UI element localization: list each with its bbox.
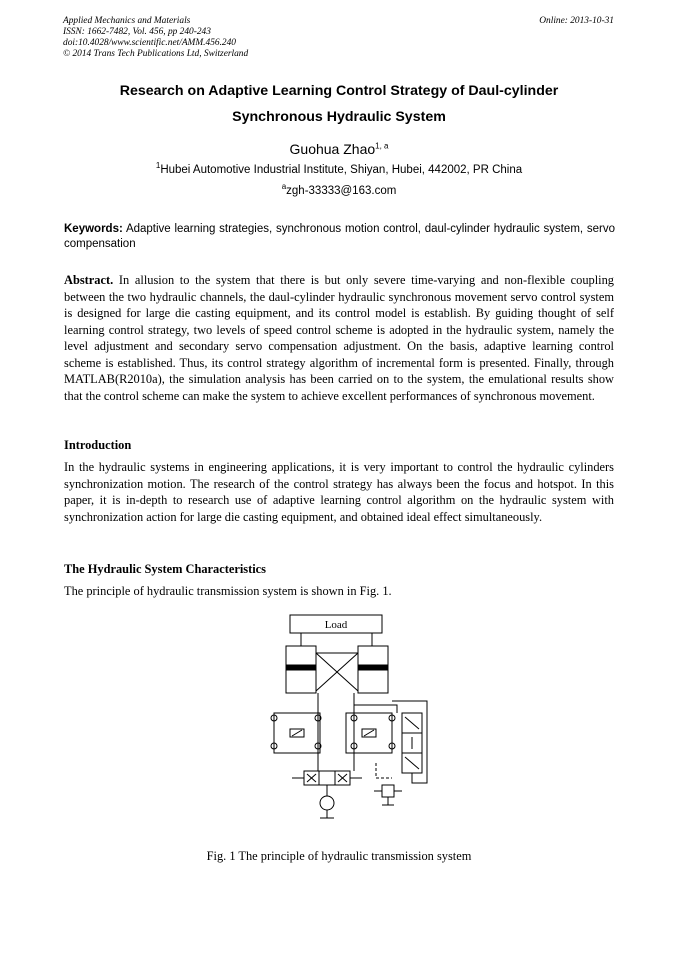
- abstract: [64, 272, 614, 404]
- email: [0, 182, 678, 197]
- keywords-label: Keywords:: [64, 223, 123, 235]
- hydraulic-text: The principle of hydraulic transmission system is shown in Fig. 1.: [64, 584, 392, 598]
- keywords-text: Adaptive learning strategies, synchronous motion control, daul-cylinder hydraulic system, servo compensation: [64, 223, 615, 250]
- hydraulic-diagram: [262, 613, 432, 823]
- hydraulic-heading: The Hydraulic System Characteristics: [64, 562, 267, 576]
- author-name: Guohua Zhao: [289, 141, 376, 157]
- author-marks: 1, a: [375, 141, 389, 151]
- affiliation: [0, 161, 678, 176]
- figure-caption: Fig. 1 The principle of hydraulic transmission system: [206, 849, 472, 863]
- load-label: Load: [324, 619, 348, 631]
- email-mark: a: [281, 182, 287, 192]
- online-date: Online: 2013-10-31: [539, 16, 614, 26]
- copyright-line: © 2014 Trans Tech Publications Ltd, Switzerland: [63, 49, 249, 59]
- paper-title: [40, 78, 638, 130]
- title-line-2: Synchronous Hydraulic System: [232, 109, 446, 125]
- journal-header: [63, 16, 248, 60]
- abstract-text: In allusion to the system that there is but only severe time-varying and non-flexible coupling between the two hydraulic channels, the daul-cylinder hydraulic synchronous movement servo control system is designed for large die casting equipment, and its control model is establish. By guiding thought of self learning control strategy, two levels of speed control scheme is adopted in the hydraulic system, namely the level adjustment and secondary servo compensation adjustment. On the basis, adaptive learning control scheme is established. Thus, its control strategy algorithm of incremental form is presented. Finally, through MATLAB(R2010a), the simulation analysis has been carried on to the system, the emulational results show that the control scheme can make the system to achieve excellent performances of synchronous movement.: [64, 273, 614, 403]
- issn-line: ISSN: 1662-7482, Vol. 456, pp 240-243: [63, 27, 211, 37]
- affiliation-text: Hubei Automotive Industrial Institute, Shiyan, Hubei, 442002, PR China: [160, 164, 523, 176]
- abstract-label: Abstract.: [64, 273, 114, 287]
- doi-line: doi:10.4028/www.scientific.net/AMM.456.240: [63, 38, 236, 48]
- journal-name: Applied Mechanics and Materials: [63, 16, 191, 26]
- title-line-1: Research on Adaptive Learning Control Strategy of Daul-cylinder: [119, 83, 559, 99]
- email-text: zgh-33333@163.com: [286, 185, 397, 197]
- affiliation-mark: 1: [155, 161, 161, 171]
- keywords: [64, 222, 615, 251]
- introduction-heading: Introduction: [64, 438, 132, 452]
- introduction-text: In the hydraulic systems in engineering applications, it is very important to control the hydraulic cylinders synchronization motion. The research of the control strategy has always been the focus and hotspot. In this paper, it is in-depth to research use of adaptive learning control algorithm on the hydraulic system with synchronization action for large die casting equipment, and obtained ideal effect simultaneously.: [64, 460, 614, 524]
- author: [0, 141, 678, 157]
